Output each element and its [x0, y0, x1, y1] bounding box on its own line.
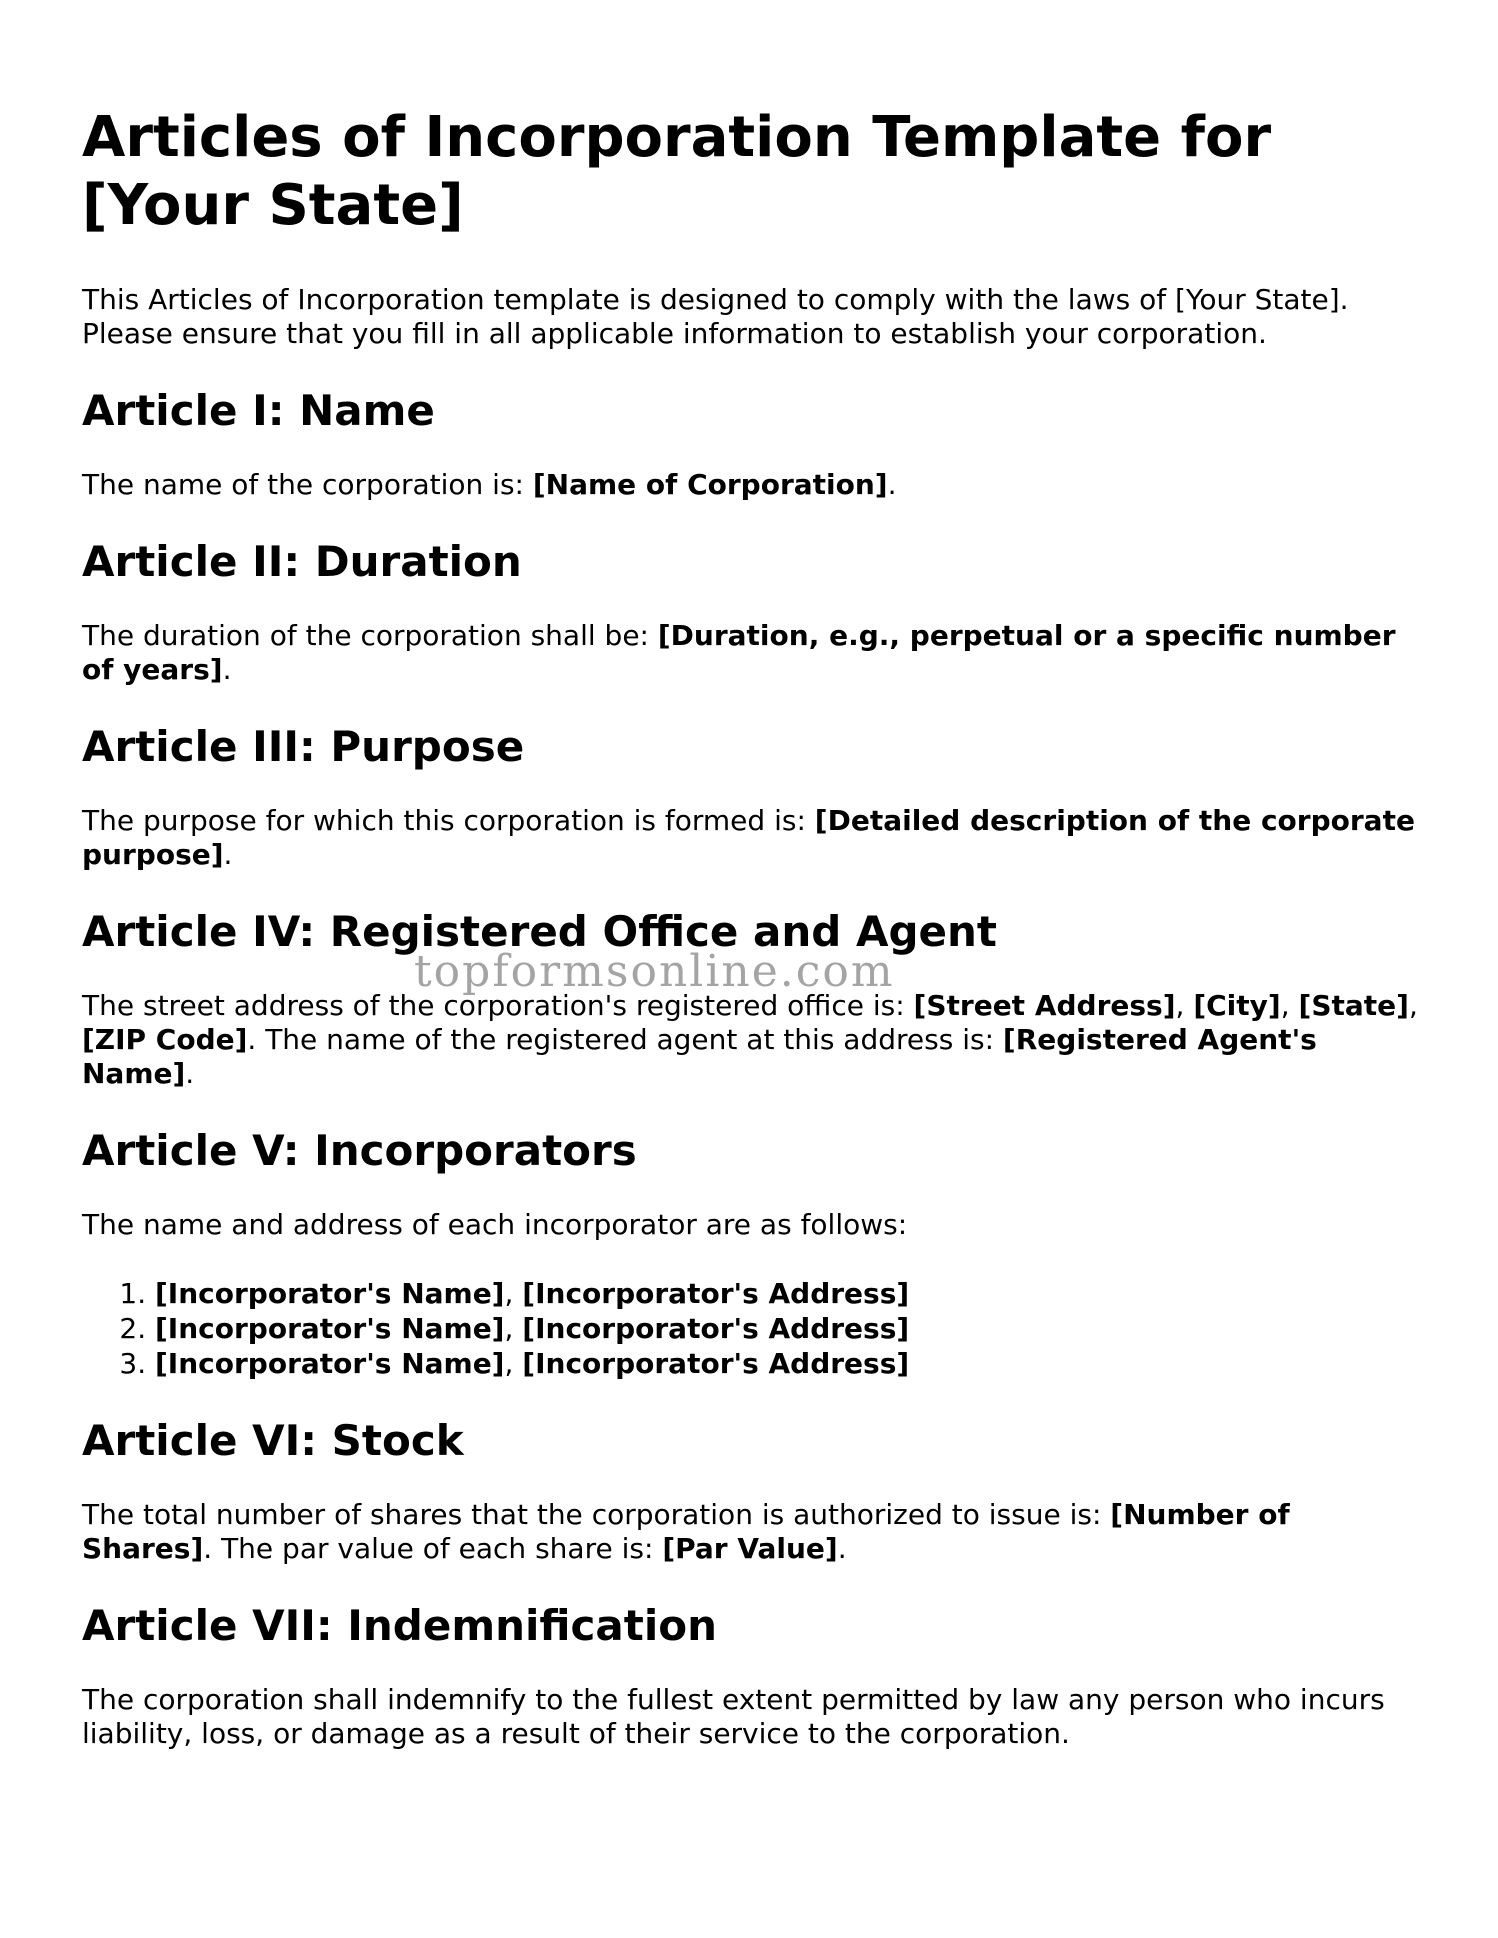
- incorporator-address-field: [Incorporator's Address]: [522, 1277, 910, 1310]
- article-3-text: [82, 804, 1422, 872]
- article-7-text: The corporation shall indemnify to the fullest extent permitted by law any person who incurs liability, loss, or damage as a result of their service to the corporation.: [82, 1683, 1385, 1750]
- article-1-text: [82, 468, 1422, 502]
- article-4-sep-1: ,: [1175, 989, 1194, 1022]
- article-4-heading: Article IV: Registered Office and Agent: [82, 907, 997, 956]
- street-address-field: [Street Address]: [913, 989, 1176, 1022]
- article-5-heading: Article V: Incorporators: [82, 1126, 637, 1175]
- article-2-lead: The duration of the corporation shall be:: [82, 619, 658, 652]
- article-4-mid: . The name of the registered agent at this address is:: [247, 1023, 1003, 1056]
- article-6-heading: Article VI: Stock: [82, 1416, 464, 1465]
- incorporator-address-field: [Incorporator's Address]: [522, 1312, 910, 1345]
- article-1-lead: The name of the corporation is:: [82, 468, 533, 501]
- incorporator-name-field: [Incorporator's Name]: [155, 1312, 505, 1345]
- article-4-text: [82, 989, 1422, 1091]
- incorporator-name-field: [Incorporator's Name]: [155, 1347, 505, 1380]
- article-6-lead: The total number of shares that the corporation is authorized to issue is:: [82, 1498, 1111, 1531]
- list-item-sep: ,: [504, 1347, 523, 1380]
- watermark: topformsonline.com: [414, 946, 895, 997]
- article-3-end: .: [223, 838, 233, 871]
- document-title: Articles of Incorporation Template for [Your State]: [82, 105, 1272, 238]
- article-6-end: .: [837, 1532, 847, 1565]
- number-of-shares-field: [Number of Shares]: [82, 1498, 1290, 1565]
- par-value-field: [Par Value]: [662, 1532, 838, 1565]
- list-item: [155, 1346, 1422, 1381]
- article-7-heading: Article VII: Indemnification: [82, 1601, 718, 1650]
- zip-code-field: [ZIP Code]: [82, 1023, 248, 1056]
- incorporators-list: [82, 1276, 1422, 1381]
- article-4-lead: The street address of the corporation's registered office is:: [82, 989, 914, 1022]
- incorporator-address-field: [Incorporator's Address]: [522, 1347, 910, 1380]
- article-3-heading: Article III: Purpose: [82, 722, 525, 771]
- intro-paragraph: This Articles of Incorporation template is designed to comply with the laws of [Your State]. Please ensure that you fill in all applicable information to establish your corporation.: [82, 283, 1349, 350]
- purpose-field: [Detailed description of the corporate purpose]: [82, 804, 1415, 871]
- incorporator-name-field: [Incorporator's Name]: [155, 1277, 505, 1310]
- article-5-text: The name and address of each incorporator are as follows:: [82, 1208, 908, 1241]
- state-field: [State]: [1298, 989, 1409, 1022]
- list-item: [155, 1276, 1422, 1311]
- article-4-end: .: [185, 1057, 195, 1090]
- corporation-name-field: [Name of Corporation]: [532, 468, 888, 501]
- document-page: [82, 0, 1422, 1751]
- article-2-end: .: [222, 653, 232, 686]
- list-item-sep: ,: [504, 1277, 523, 1310]
- duration-field: [Duration, e.g., perpetual or a specific number of years]: [82, 619, 1396, 686]
- article-4-sep-2: ,: [1280, 989, 1299, 1022]
- city-field: [City]: [1193, 989, 1281, 1022]
- article-2-heading: Article II: Duration: [82, 537, 522, 586]
- list-item: [155, 1311, 1422, 1346]
- registered-agent-field: [Registered Agent's Name]: [82, 1023, 1317, 1090]
- article-3-lead: The purpose for which this corporation is formed is:: [82, 804, 815, 837]
- article-6-mid: . The par value of each share is:: [203, 1532, 663, 1565]
- article-1-end: .: [887, 468, 897, 501]
- article-6-text: [82, 1498, 1422, 1566]
- article-2-text: [82, 619, 1422, 687]
- article-1-heading: Article I: Name: [82, 386, 435, 435]
- list-item-sep: ,: [504, 1312, 523, 1345]
- article-4-sep-3: ,: [1408, 989, 1418, 1022]
